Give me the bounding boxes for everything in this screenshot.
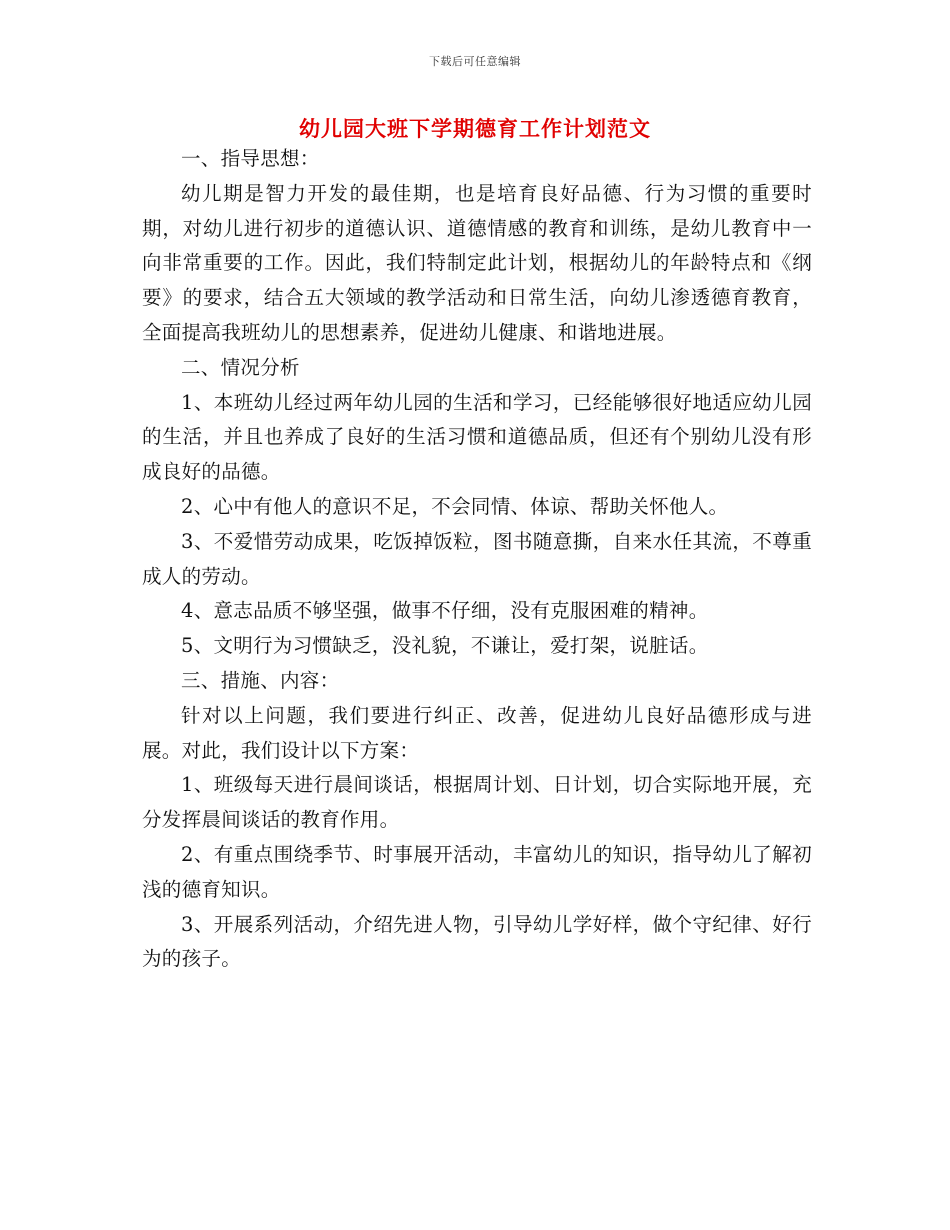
page-header-note: 下载后可任意编辑 (429, 55, 521, 68)
section-heading-guiding-thought: 一、指导思想： (181, 147, 320, 170)
paragraph-measure-1: 1、班级每天进行晨间谈话，根据周计划、日计划，切合实际地开展，充分发挥晨间谈话的教育作用。 (142, 773, 812, 832)
paragraph-measure-3: 3、开展系列活动，介绍先进人物，引导幼儿学好样，做个守纪律、好行为的孩子。 (142, 912, 812, 971)
paragraph-analysis-1: 1、本班幼儿经过两年幼儿园的生活和学习，已经能够很好地适应幼儿园的生活，并且也养成了良好的生活习惯和道德品质，但还有个别幼儿没有形成良好的品德。 (142, 390, 812, 484)
document-body (142, 142, 812, 977)
document-title: 幼儿园大班下学期德育工作计划范文 (299, 116, 651, 141)
paragraph-measures-intro: 针对以上问题，我们要进行纠正、改善，促进幼儿良好品德形成与进展。对此，我们设计以下方案： (142, 703, 812, 762)
paragraph-analysis-5: 5、文明行为习惯缺乏，没礼貌，不谦让，爱打架，说脏话。 (181, 634, 709, 658)
section-heading-situation-analysis: 二、情况分析 (181, 355, 300, 379)
paragraph-analysis-2: 2、心中有他人的意识不足，不会同情、体谅、帮助关怀他人。 (181, 494, 729, 518)
paragraph-guiding-thought: 幼儿期是智力开发的最佳期，也是培育良好品德、行为习惯的重要时期，对幼儿进行初步的道德认识、道德情感的教育和训练，是幼儿教育中一向非常重要的工作。因此，我们特制定此计划，根据幼儿的年龄特点和《纲要》的要求，结合五大领域的教学活动和日常生活，向幼儿渗透德育教育，全面提高我班幼儿的思想素养，促进幼儿健康、和谐地进展。 (142, 181, 812, 344)
paragraph-measure-2: 2、有重点围绕季节、时事展开活动，丰富幼儿的知识，指导幼儿了解初浅的德育知识。 (142, 842, 812, 901)
paragraph-analysis-4: 4、意志品质不够坚强，做事不仔细，没有克服困难的精神。 (181, 599, 709, 623)
section-heading-measures: 三、措施、内容： (181, 668, 340, 692)
paragraph-analysis-3: 3、不爱惜劳动成果，吃饭掉饭粒，图书随意撕，自来水任其流，不尊重成人的劳动。 (142, 529, 812, 588)
